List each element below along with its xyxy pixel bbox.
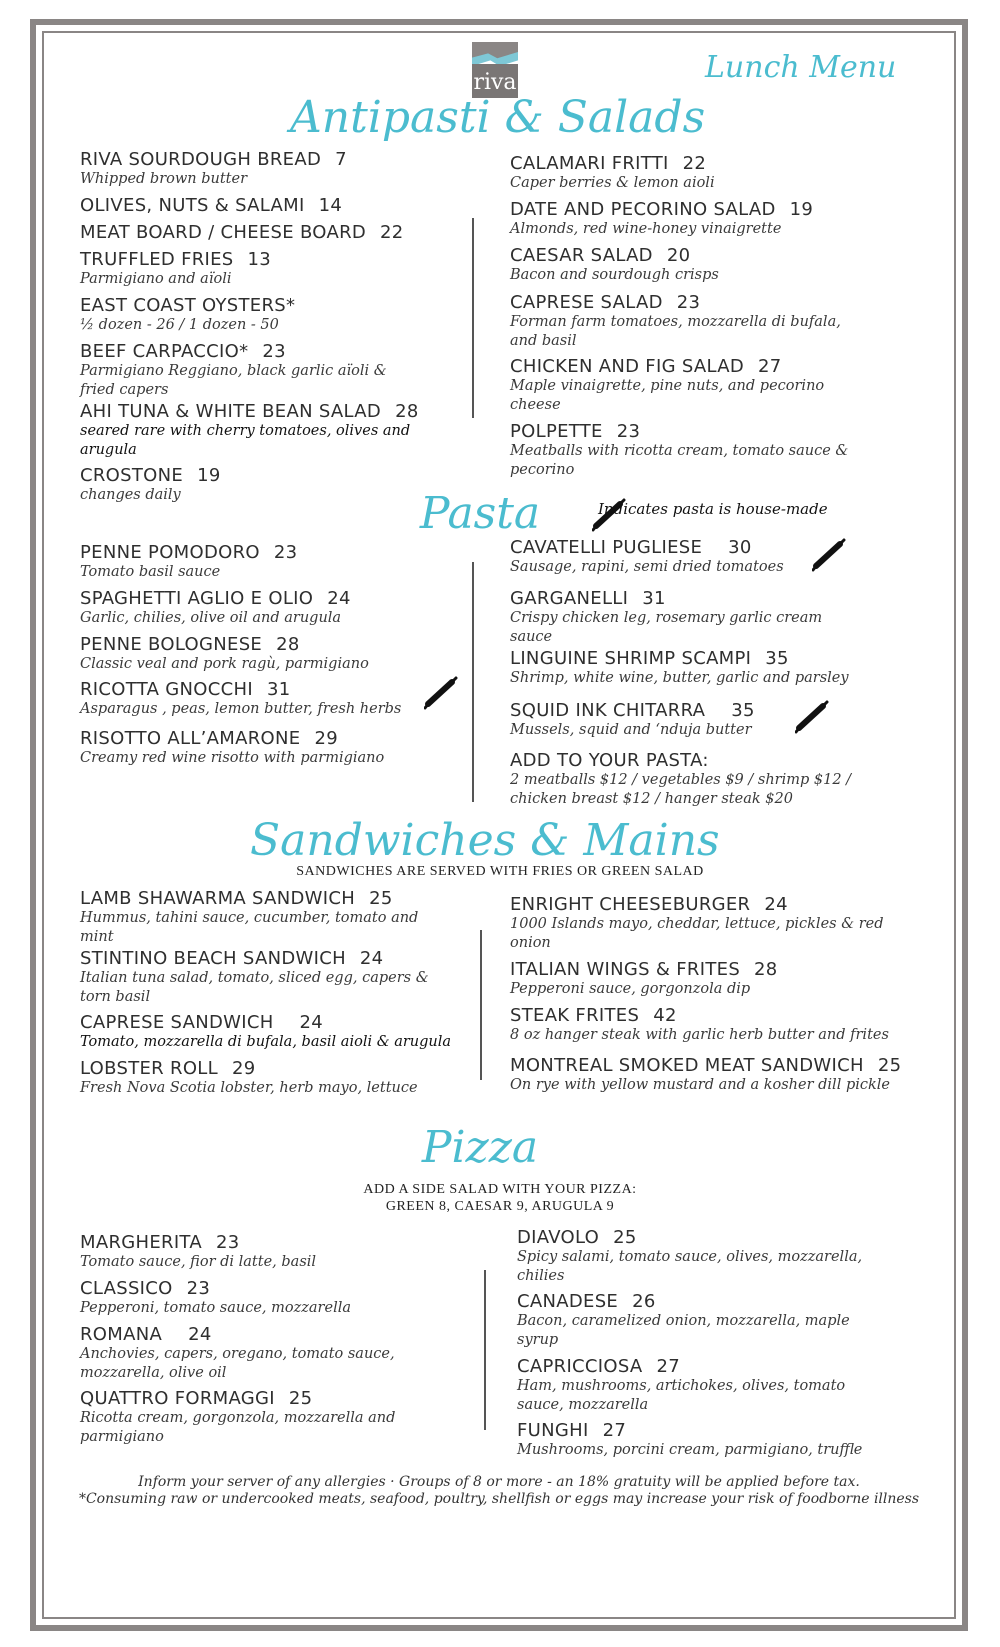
menu-item: DATE AND PECORINO SALAD 19 Almonds, red wine-honey vinaigrette xyxy=(510,199,814,237)
menu-item: FUNGHI 27 Mushrooms, porcini cream, parmigiano, truffle xyxy=(517,1420,863,1458)
menu-item: LOBSTER ROLL 29 Fresh Nova Scotia lobster, herb mayo, lettuce xyxy=(80,1058,418,1096)
menu-item: QUATTRO FORMAGGI 25 Ricotta cream, gorgonzola, mozzarella and parmigiano xyxy=(80,1388,396,1445)
house-made-note: Indicates pasta is house-made xyxy=(598,500,828,518)
menu-item: CALAMARI FRITTI 22 Caper berries & lemon aioli xyxy=(510,153,715,191)
menu-item: ENRIGHT CHEESEBURGER 24 1000 Islands mayo, cheddar, lettuce, pickles & red onion xyxy=(510,894,884,951)
menu-item: PENNE BOLOGNESE 28 Classic veal and pork ragù, parmigiano xyxy=(80,634,369,672)
menu-item: RIVA SOURDOUGH BREAD 7 Whipped brown butter xyxy=(80,149,347,187)
menu-item: CROSTONE 19 changes daily xyxy=(80,465,221,503)
antipasti-heading: Antipasti & Salads xyxy=(290,92,706,143)
pasta-heading: Pasta xyxy=(419,488,541,539)
menu-item: POLPETTE 23 Meatballs with ricotta cream, tomato sauce & pecorino xyxy=(510,421,849,478)
menu-item: LAMB SHAWARMA SANDWICH 25 Hummus, tahini sauce, cucumber, tomato and mint xyxy=(80,888,419,945)
antipasti-divider xyxy=(472,218,474,418)
allergy-gratuity-note: Inform your server of any allergies · Groups of 8 or more - an 18% gratuity will be applied before tax. xyxy=(138,1474,860,1490)
menu-item: RICOTTA GNOCCHI 31 Asparagus , peas, lemon butter, fresh herbs xyxy=(80,679,402,717)
menu-item: DIAVOLO 25 Spicy salami, tomato sauce, olives, mozzarella, chilies xyxy=(517,1227,863,1284)
menu-item: BEEF CARPACCIO* 23 Parmigiano Reggiano, black garlic aïoli & fried capers xyxy=(80,341,387,398)
pizza-subheading-1: ADD A SIDE SALAD WITH YOUR PIZZA: xyxy=(363,1182,637,1197)
rolling-pin-icon xyxy=(424,676,458,710)
menu-item: AHI TUNA & WHITE BEAN SALAD 28 seared rare with cherry tomatoes, olives and arugula xyxy=(80,401,419,458)
menu-item: CAPRICCIOSA 27 Ham, mushrooms, artichokes, olives, tomato sauce, mozzarella xyxy=(517,1356,846,1413)
menu-item: CAVATELLI PUGLIESE 30 Sausage, rapini, semi dried tomatoes xyxy=(510,537,784,575)
pasta-divider xyxy=(472,562,474,802)
menu-item: SQUID INK CHITARRA 35 Mussels, squid and ‘nduja butter xyxy=(510,700,755,738)
menu-item: RISOTTO ALL’AMARONE 29 Creamy red wine risotto with parmigiano xyxy=(80,728,385,766)
logo-text: riva xyxy=(472,64,518,98)
menu-item: CAPRESE SANDWICH 24 Tomato, mozzarella di bufala, basil aioli & arugula xyxy=(80,1012,452,1050)
menu-item: CHICKEN AND FIG SALAD 27 Maple vinaigrette, pine nuts, and pecorino cheese xyxy=(510,356,825,413)
menu-item: GARGANELLI 31 Crispy chicken leg, rosemary garlic cream sauce xyxy=(510,588,823,645)
menu-item: MEAT BOARD / CHEESE BOARD 22 xyxy=(80,222,404,243)
menu-item: PENNE POMODORO 23 Tomato basil sauce xyxy=(80,542,298,580)
menu-item: EAST COAST OYSTERS* ½ dozen - 26 / 1 dozen - 50 xyxy=(80,295,296,333)
rolling-pin-icon xyxy=(795,700,829,734)
mains-subheading: SANDWICHES ARE SERVED WITH FRIES OR GREEN SALAD xyxy=(296,864,704,879)
menu-item: ITALIAN WINGS & FRITES 28 Pepperoni sauce, gorgonzola dip xyxy=(510,959,778,997)
riva-logo xyxy=(472,42,518,98)
menu-item: MONTREAL SMOKED MEAT SANDWICH 25 On rye with yellow mustard and a kosher dill pickle xyxy=(510,1055,902,1093)
pizza-heading: Pizza xyxy=(421,1122,539,1173)
consumption-warning: *Consuming raw or undercooked meats, seafood, poultry, shellfish or eggs may increase your risk of foodborne illness xyxy=(78,1491,920,1507)
pizza-divider xyxy=(484,1270,486,1430)
mains-divider xyxy=(480,930,482,1080)
menu-item: ROMANA 24 Anchovies, capers, oregano, tomato sauce, mozzarella, olive oil xyxy=(80,1324,395,1381)
menu-item: STEAK FRITES 42 8 oz hanger steak with garlic herb butter and frites xyxy=(510,1005,889,1043)
mains-heading: Sandwiches & Mains xyxy=(250,815,720,866)
menu-item: SPAGHETTI AGLIO E OLIO 24 Garlic, chilies, olive oil and arugula xyxy=(80,588,351,626)
menu-item: MARGHERITA 23 Tomato sauce, fior di latte, basil xyxy=(80,1232,317,1270)
menu-item: CLASSICO 23 Pepperoni, tomato sauce, mozzarella xyxy=(80,1278,351,1316)
menu-item: LINGUINE SHRIMP SCAMPI 35 Shrimp, white wine, butter, garlic and parsley xyxy=(510,648,849,686)
menu-item: CAPRESE SALAD 23 Forman farm tomatoes, mozzarella di bufala, and basil xyxy=(510,292,841,349)
menu-item: OLIVES, NUTS & SALAMI 14 xyxy=(80,195,343,216)
menu-title: Lunch Menu xyxy=(705,50,897,85)
rolling-pin-icon xyxy=(812,538,846,572)
menu-item: CANADESE 26 Bacon, caramelized onion, mozzarella, maple syrup xyxy=(517,1291,850,1348)
menu-item: CAESAR SALAD 20 Bacon and sourdough crisps xyxy=(510,245,719,283)
pizza-subheading-2: GREEN 8, CAESAR 9, ARUGULA 9 xyxy=(385,1199,615,1214)
menu-item: TRUFFLED FRIES 13 Parmigiano and aïoli xyxy=(80,249,272,287)
menu-item: STINTINO BEACH SANDWICH 24 Italian tuna salad, tomato, sliced egg, capers & torn basil xyxy=(80,948,429,1005)
add-to-pasta: ADD TO YOUR PASTA: 2 meatballs $12 / vegetables $9 / shrimp $12 / chicken breast $12 / hanger steak $20 xyxy=(510,750,852,807)
